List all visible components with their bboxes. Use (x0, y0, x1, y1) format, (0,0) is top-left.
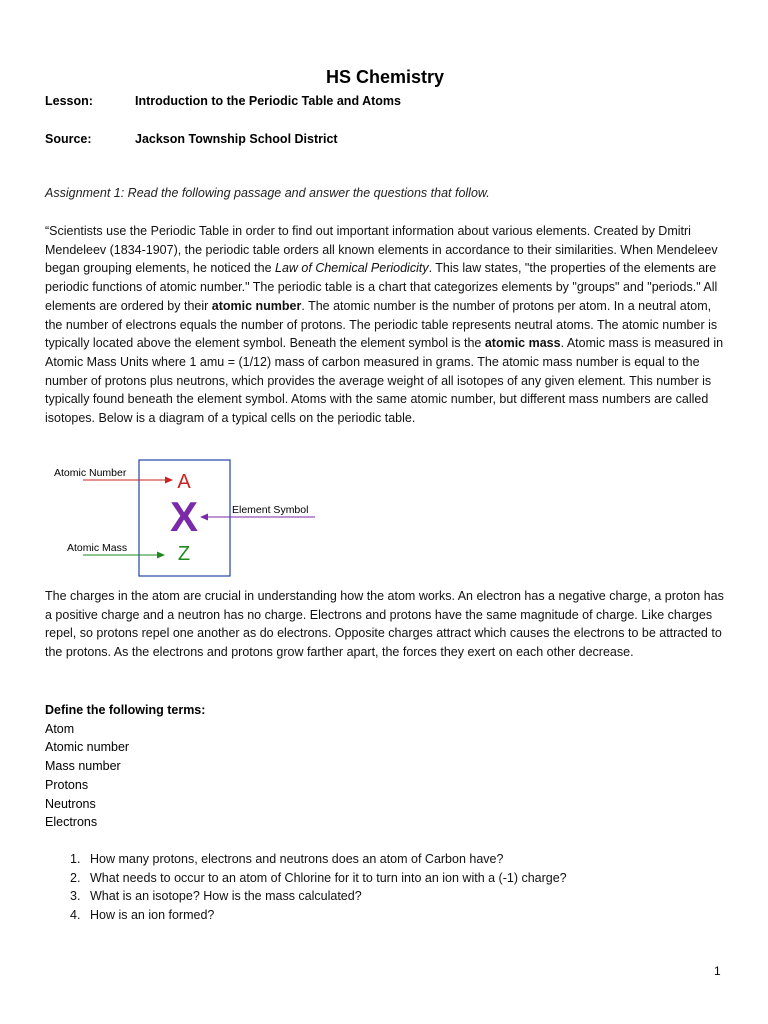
question-text: What is an isotope? How is the mass calculated? (90, 889, 362, 904)
page-number: 1 (714, 964, 721, 978)
passage-text-3: . The atomic number is the number of protons per atom. In a neutral atom, the number of electrons equals the number of protons. The periodic table represents neutral atoms. The atomic number is typically located above the element symbol. Beneath the element symbol is the (45, 298, 718, 351)
source-row (45, 132, 338, 146)
term-item: Mass number (45, 759, 121, 774)
label-atomic-number: Atomic Number (54, 467, 127, 479)
passage-paragraph-1 (45, 222, 727, 428)
atomic-number-letter: A (177, 471, 191, 493)
passage-text-2: . This law states, "the properties of the elements are periodic functions of atomic number." The periodic table is a chart that categorizes elements by "groups" and "periods." All elements are ordered by their (45, 261, 718, 313)
question-number: 1. (70, 852, 81, 866)
term-item: Atomic number (45, 740, 130, 755)
term-item: Neutrons (45, 796, 96, 811)
question-item (70, 850, 567, 869)
source-value: Jackson Township School District (135, 132, 338, 146)
question-text: How many protons, electrons and neutrons does an atom of Carbon have? (90, 852, 504, 866)
atomic-number-arrowhead (165, 477, 173, 484)
question-item (70, 906, 567, 925)
atomic-mass-arrowhead (157, 552, 165, 559)
element-symbol-letter: X (169, 493, 199, 540)
page-title: HS Chemistry (325, 67, 445, 87)
element-symbol-arrowhead (200, 514, 208, 521)
passage-text-1: “Scientists use the Periodic Table in order to find out important information about various elements. Created by Dmitri Mendeleev (1834-1907), the periodic table orders all known elements in accordance to their similarities. When Mendeleev began grouping elements, he noticed the (45, 224, 718, 276)
term-item: Atom (45, 721, 75, 736)
question-item (70, 869, 567, 888)
law-term: Law of Chemical Periodicity (275, 261, 429, 276)
question-number: 3. (70, 889, 81, 904)
passage-text-4: . Atomic mass is measured in Atomic Mass Units where 1 amu = (1/12) mass of carbon measured in grams. The atomic mass number is equal to the number of protons plus neutrons, which provides the average weight of all isotopes of any given element. This number is typically found beneath the element symbol. Atoms with the same atomic number, but different mass numbers are called isotopes. Below is a diagram of a typical cells on the periodic table. (45, 336, 724, 426)
atomic-mass-letter: Z (177, 543, 191, 565)
lesson-row (45, 94, 401, 108)
question-text: How is an ion formed? (90, 908, 215, 923)
atomic-number-term: atomic number (211, 298, 302, 313)
define-heading: Define the following terms: (45, 703, 206, 717)
lesson-value: Introduction to the Periodic Table and Atoms (135, 94, 401, 108)
label-atomic-mass: Atomic Mass (67, 542, 128, 554)
define-terms-section (45, 701, 205, 832)
term-item: Protons (45, 777, 89, 792)
passage-paragraph-2: The charges in the atom are crucial in understanding how the atom works. An electron has a negative charge, a proton has a positive charge and a neutron has no charge. Electrons and protons have the same magnitude of charge. Like charges repel, so protons repel one another as do electrons. Opposite charges attract which causes the electrons to be attracted to the protons. As the electrons and protons grow farther apart, the forces they exert on each other decrease. (45, 589, 724, 660)
periodic-cell-diagram (45, 458, 345, 578)
question-text: What needs to occur to an atom of Chlorine for it to turn into an ion with a (-1) charge? (90, 870, 567, 885)
atomic-mass-term: atomic mass (484, 336, 561, 351)
question-item (70, 887, 567, 906)
source-key: Source: (45, 132, 92, 146)
label-element-symbol: Element Symbol (232, 504, 309, 516)
questions-list (70, 850, 567, 925)
question-number: 4. (70, 908, 81, 923)
term-item: Electrons (45, 815, 98, 830)
question-number: 2. (70, 870, 81, 885)
assignment-instruction: Assignment 1: Read the following passage and answer the questions that follow. (45, 186, 490, 200)
lesson-key: Lesson: (45, 94, 93, 108)
